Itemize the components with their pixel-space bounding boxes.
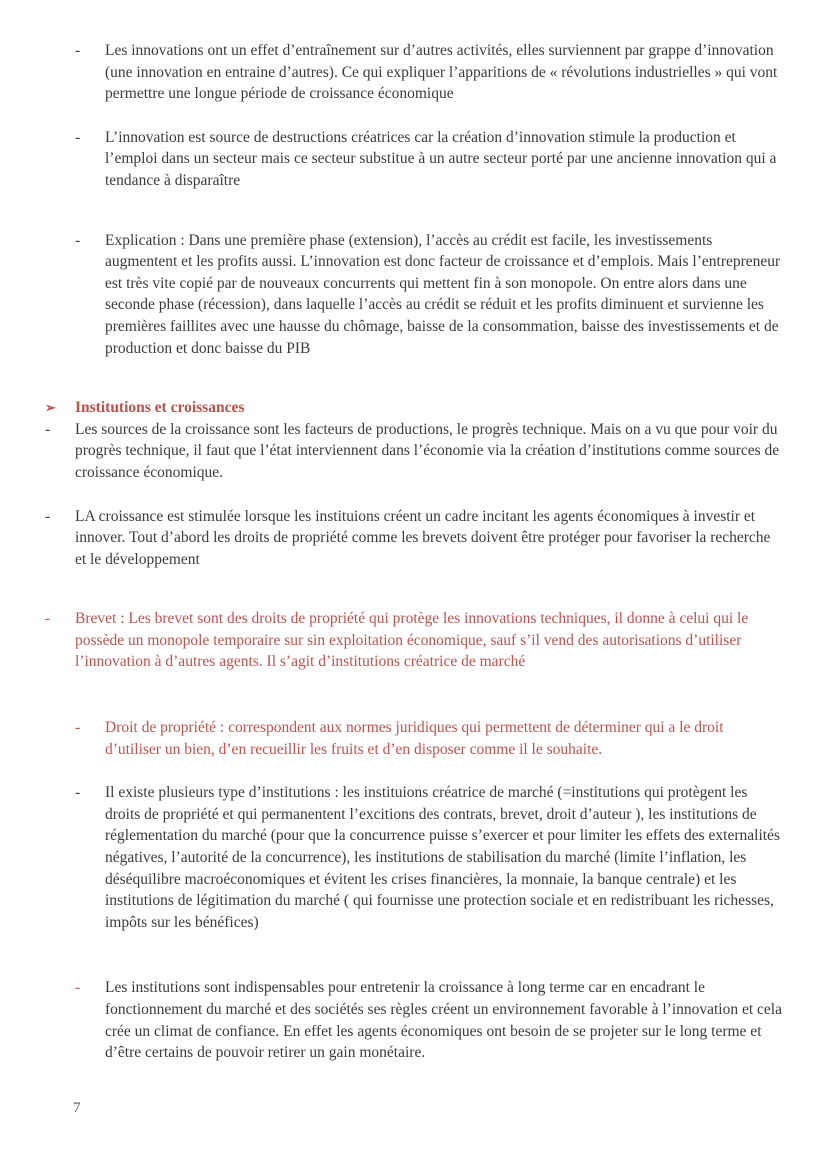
bullet-item (45, 608, 782, 673)
dash-bullet: - (75, 719, 81, 737)
bullet-text: Brevet : Les brevet sont des droits de propriété qui protège les innovations techniques, il donne à celui qui le possède un monopole temporaire sur sin exploitation économique, sauf s’il vend des autorisations d’utiliser l’innovation à d’autres agents. Il s’agit d’institutions créatrice de marché (75, 610, 749, 671)
arrow-bullet-icon: ➢ (45, 400, 56, 416)
dash-bullet: - (75, 128, 81, 146)
bullet-text: Les sources de la croissance sont les facteurs de productions, le progrès technique. Mais on a vu que pour voir du progrès technique, il faut que l’état interviennent dans l’économie via la création d’institutions comme sources de croissance économique. (75, 420, 780, 481)
dash-bullet: - (75, 784, 81, 802)
bullet-text: L’innovation est source de destructions créatrices car la création d’innovation stimule la production et l’emploi dans un secteur mais ce secteur substitue à un autre secteur porté par une ancienne innovation qui a tendance à disparaître (105, 128, 777, 189)
dash-bullet: - (75, 231, 81, 249)
bullet-text: LA croissance est stimulée lorsque les instituions créent un cadre incitant les agents économiques à investir et innover. Tout d’abord les droits de propriété comme les brevets doivent être protéger pour favoriser la recherche et le développement (75, 507, 771, 568)
bullet-item (45, 506, 782, 571)
bullet-text: Il existe plusieurs type d’institutions : les instituions créatrice de marché (=institutions qui protègent les droits de propriété et qui permanentent l’excitions des contrats, brevet, droit d’auteur ), les institutions de réglementation du marché (pour que la concurrence puisse s’exercer et pour limiter les effets des externalités négatives, l’autorité de la concurrence), les institutions de stabilisation du marché (limite l’inflation, les déséquilibre macroéconomiques et évitent les crises financières, la monnaie, la banque centrale) et les institutions de légitimation du marché ( qui fournisse une protection sociale et en redistribuant les richesses, impôts sur les bénéfices) (105, 784, 780, 931)
dash-bullet: - (45, 610, 51, 628)
bullet-text: Explication : Dans une première phase (extension), l’accès au crédit est facile, les investissements augmentent et les profits aussi. L’innovation est donc facteur de croissance et d’emplois. Mais l’entrepreneur est très vite copié par de nouveaux concurrents qui mettent fin à son monopole. On entre alors dans une seconde phase (récession), dans laquelle l’accès au crédit se réduit et les profits diminuent et survienne les premières faillites avec une hausse du chômage, baisse de la consommation, baisse des investissements et de production et donc baisse du PIB (105, 231, 781, 357)
bullet-item (75, 127, 782, 192)
bullet-item (75, 782, 782, 933)
section-heading (45, 397, 782, 419)
dash-bullet: - (75, 979, 81, 997)
dash-bullet: - (45, 420, 51, 438)
bullet-text: Les innovations ont un effet d’entraînement sur d’autres activités, elles surviennent par grappe d’innovation (une innovation en entraine d’autres). Ce qui expliquer l’apparitions de « révolutions industrielles » qui vont permettre une longue période de croissance économique (105, 42, 778, 103)
dash-bullet: - (45, 507, 51, 525)
page-number: 7 (73, 1100, 81, 1116)
bullet-item (75, 230, 782, 360)
dash-bullet: - (75, 42, 81, 59)
section-heading-text: Institutions et croissances (75, 399, 245, 417)
bullet-text: Droit de propriété : correspondent aux normes juridiques qui permettent de déterminer qui a le droit d’utiliser un bien, d’en recueillir les fruits et d’en disposer comme il le souhaite. (105, 719, 724, 758)
bullet-item (45, 419, 782, 484)
bullet-item (75, 717, 782, 760)
bullet-item (75, 977, 782, 1063)
bullet-item (75, 40, 782, 105)
bullet-text: Les institutions sont indispensables pour entretenir la croissance à long terme car en encadrant le fonctionnement du marché et des sociétés ses règles créent un environnement favorable à l’innovation et cela crée un climat de confiance. En effet les agents économiques ont besoin de se projeter sur le long terme et d’être certains de pouvoir retirer un gain monétaire. (105, 979, 782, 1062)
